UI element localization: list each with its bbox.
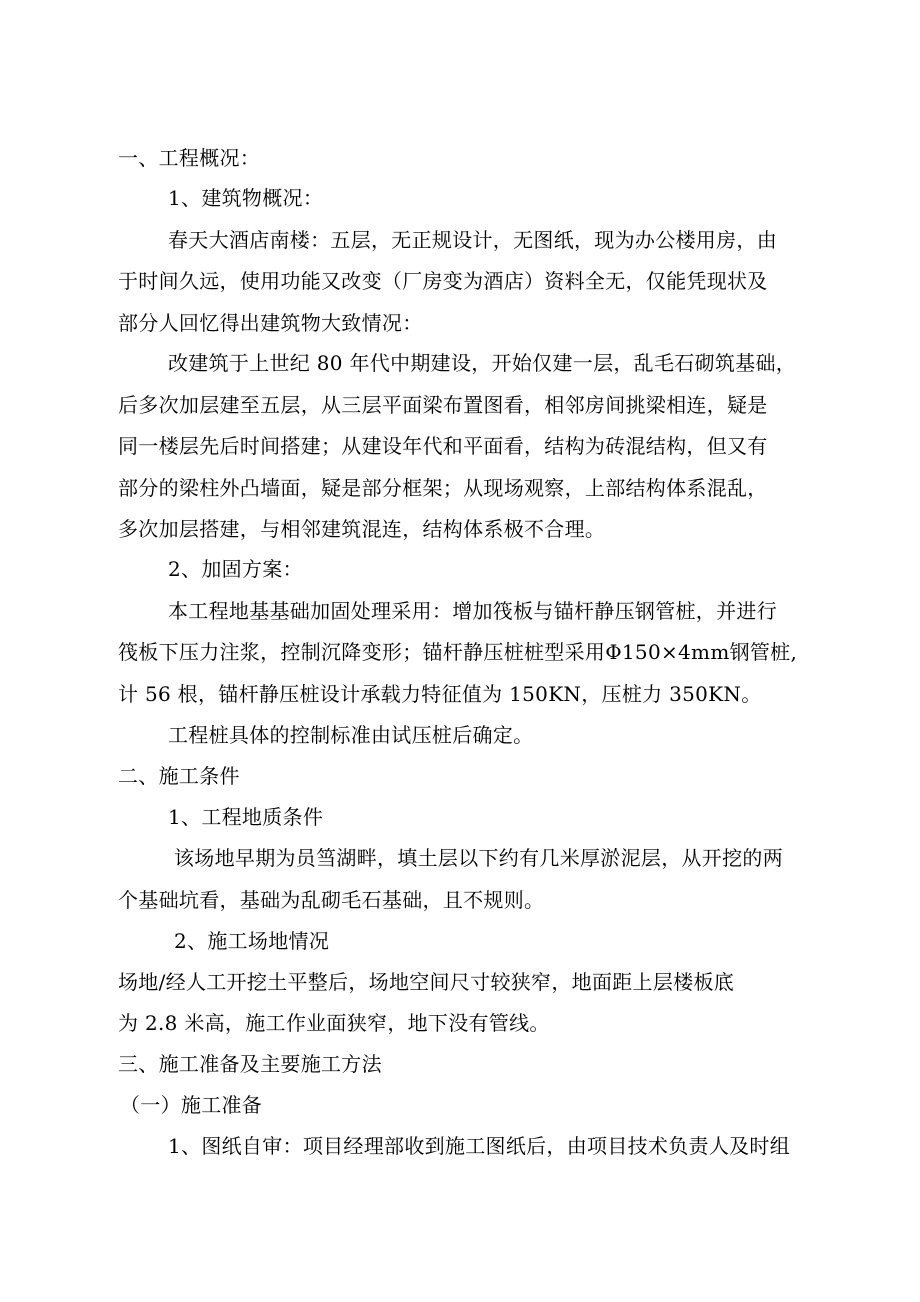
- paragraph-line: 春天大酒店南楼：五层，无正规设计，无图纸，现为办公楼用房，由: [168, 228, 777, 252]
- paragraph-line: 部分人回忆得出建筑物大致情况：: [118, 311, 423, 335]
- paragraph-line: 该场地早期为员筜湖畔，填土层以下约有几米厚淤泥层，从开挖的两: [174, 846, 783, 870]
- subheading-reinforcement-plan: 2、加固方案：: [168, 557, 303, 581]
- heading-project-overview: 一、工程概况：: [118, 146, 261, 170]
- paragraph-line: 1、图纸自审：项目经理部收到施工图纸后，由项目技术负责人及时组: [168, 1134, 791, 1158]
- paragraph-line: 多次加层搭建，与相邻建筑混连，结构体系极不合理。: [118, 517, 606, 541]
- subheading-geology: 1、工程地质条件: [168, 805, 324, 829]
- paragraph-line: 后多次加层建至五层，从三层平面梁布置图看，相邻房间挑梁相连，疑是: [118, 393, 768, 417]
- paragraph-line: 于时间久远，使用功能又改变（厂房变为酒店）资料全无，仅能凭现状及: [118, 269, 768, 293]
- paragraph-line: 同一楼层先后时间搭建；从建设年代和平面看，结构为砖混结构，但又有: [118, 434, 768, 458]
- paragraph-line: 计 56 根，锚杆静压桩设计承载力特征值为 150KN，压桩力 350KN。: [118, 682, 762, 706]
- paragraph-line: 个基础坑看，基础为乱砌毛石基础，且不规则。: [118, 888, 545, 912]
- paragraph-line: 场地/经人工开挖土平整后，场地空间尺寸较狭窄，地面距上层楼板底: [118, 970, 735, 994]
- subheading-site-conditions: 2、施工场地情况: [174, 929, 330, 953]
- paragraph-line: 为 2.8 米高，施工作业面狭窄，地下没有管线。: [118, 1011, 550, 1035]
- paragraph-line: 筏板下压力注浆，控制沉降变形；锚杆静压桩桩型采用Φ150×4mm钢管桩,: [118, 640, 798, 664]
- heading-construction-conditions: 二、施工条件: [118, 764, 240, 788]
- paragraph-line: 部分的梁柱外凸墙面，疑是部分框架；从现场观察，上部结构体系混乱，: [118, 476, 768, 500]
- paragraph-line: 本工程地基基础加固处理采用：增加筏板与锚杆静压钢管桩，并进行: [168, 599, 777, 623]
- heading-preparation-methods: 三、施工准备及主要施工方法: [118, 1052, 382, 1076]
- paragraph-line: 工程桩具体的控制标准由试压桩后确定。: [168, 723, 534, 747]
- paragraph-line: 改建筑于上世纪 80 年代中期建设，开始仅建一层，乱毛石砌筑基础，: [168, 351, 797, 375]
- subheading-building-overview: 1、建筑物概况：: [168, 186, 324, 210]
- subheading-preparation: （一）施工准备: [120, 1093, 263, 1117]
